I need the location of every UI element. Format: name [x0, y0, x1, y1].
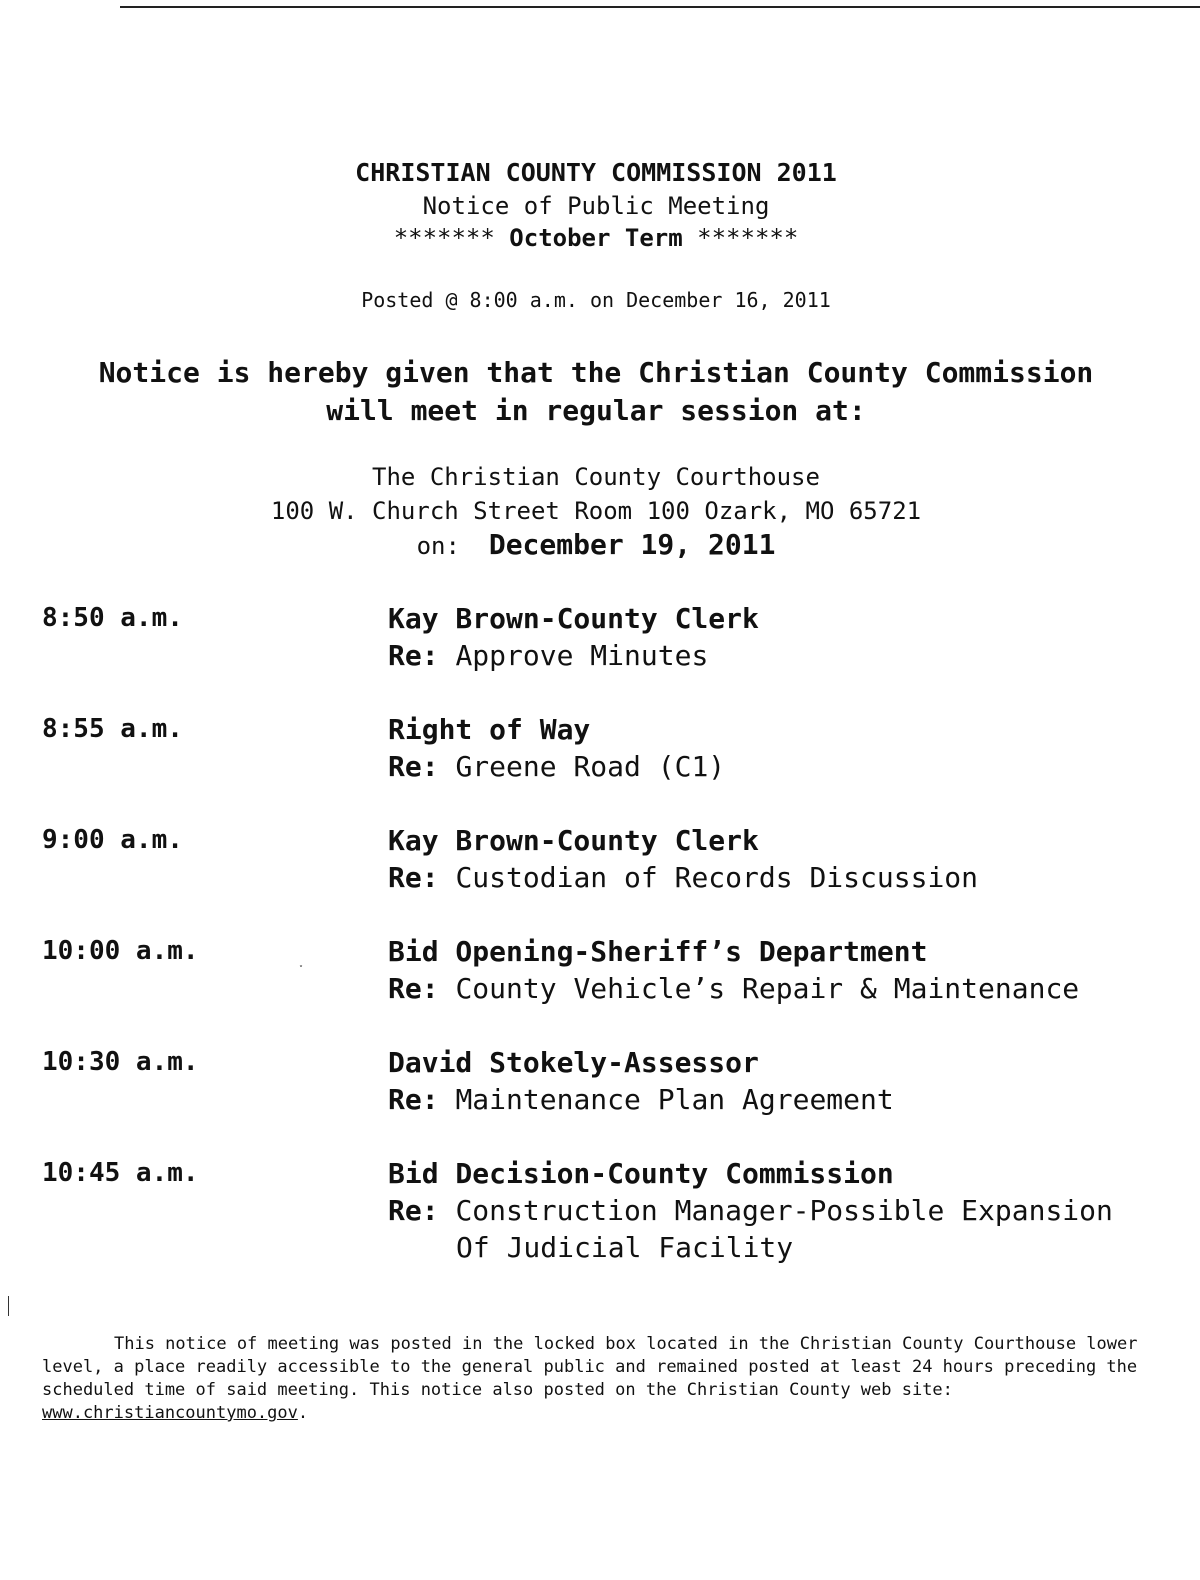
posting-statement — [42, 1333, 1142, 1425]
agenda-presenter: David Stokely-Assessor — [388, 1046, 759, 1079]
location-building: The Christian County Courthouse — [372, 463, 820, 491]
notice-line-2: will meet in regular session at: — [326, 394, 866, 427]
agenda-presenter: Bid Opening-Sheriff’s Department — [388, 935, 928, 968]
meeting-location — [0, 460, 1192, 563]
term-line — [0, 222, 1192, 254]
on-label: on: — [416, 532, 460, 560]
posted-line: Posted @ 8:00 a.m. on December 16, 2011 — [361, 288, 831, 312]
agenda-subject: Maintenance Plan Agreement — [455, 1083, 894, 1116]
agenda-time: 10:45 a.m. — [42, 1158, 199, 1188]
agenda-entry — [388, 1155, 1113, 1266]
re-label: Re: — [388, 750, 439, 783]
term-name: October Term — [509, 224, 683, 252]
term-stars-right: ******* — [697, 224, 799, 252]
top-rule — [120, 6, 1200, 8]
agenda-subject: Approve Minutes — [455, 639, 709, 672]
agenda-entry — [388, 933, 1079, 1007]
website-link[interactable]: www.christiancountymo.gov — [42, 1403, 298, 1423]
agenda-re — [388, 748, 725, 785]
agenda-re — [388, 970, 1079, 1007]
posting-statement-text: This notice of meeting was posted in the locked box located in the Christian County Courthouse lower level, a place readily accessible to the general public and remained posted at least 24 hours preceding the scheduled time of said meeting. This notice also posted on the Christian County web site: — [42, 1334, 1138, 1400]
stray-mark: ˯ — [299, 954, 307, 968]
agenda-re — [388, 859, 978, 896]
agenda-item — [42, 600, 1172, 711]
re-label: Re: — [388, 639, 439, 672]
page-subtitle: Notice of Public Meeting — [422, 192, 770, 220]
agenda-time: 8:55 a.m. — [42, 714, 183, 744]
agenda-time: 8:50 a.m. — [42, 603, 183, 633]
agenda-subject: Custodian of Records Discussion — [455, 861, 979, 894]
agenda-re — [388, 637, 759, 674]
notice-line-1: Notice is hereby given that the Christian County Commission — [98, 356, 1094, 389]
agenda-entry — [388, 600, 759, 674]
agenda-time: 10:00 a.m. — [42, 936, 199, 966]
agenda-presenter: Right of Way — [388, 713, 591, 746]
agenda-presenter: Bid Decision-County Commission — [388, 1157, 894, 1190]
notice-header — [0, 156, 1192, 254]
agenda-subject: County Vehicle’s Repair & Maintenance — [455, 972, 1080, 1005]
agenda-entry — [388, 822, 978, 896]
re-label: Re: — [388, 861, 439, 894]
agenda-list — [42, 600, 1172, 1266]
location-address: 100 W. Church Street Room 100 Ozark, MO 65721 — [270, 497, 922, 525]
re-label: Re: — [388, 1083, 439, 1116]
re-label: Re: — [388, 972, 439, 1005]
agenda-time: 10:30 a.m. — [42, 1047, 199, 1077]
margin-mark — [8, 1296, 9, 1316]
agenda-presenter: Kay Brown-County Clerk — [388, 824, 759, 857]
posting-statement-end: . — [297, 1403, 309, 1423]
agenda-subject-continued: Of Judicial Facility — [456, 1231, 794, 1264]
agenda-item — [42, 711, 1172, 822]
re-label: Re: — [388, 1194, 439, 1227]
agenda-item — [42, 933, 1172, 1044]
agenda-item — [42, 822, 1172, 933]
agenda-time: 9:00 a.m. — [42, 825, 183, 855]
agenda-re — [388, 1081, 894, 1118]
page-title: CHRISTIAN COUNTY COMMISSION 2011 — [355, 158, 837, 187]
agenda-subject: Greene Road (C1) — [455, 750, 726, 783]
agenda-subject: Construction Manager-Possible Expansion — [455, 1194, 1113, 1227]
agenda-entry — [388, 1044, 894, 1118]
agenda-presenter: Kay Brown-County Clerk — [388, 602, 759, 635]
notice-statement — [0, 354, 1192, 430]
agenda-re — [388, 1192, 1113, 1229]
agenda-item — [42, 1044, 1172, 1155]
term-stars-left: ******* — [393, 224, 495, 252]
agenda-item — [42, 1155, 1172, 1266]
meeting-date: December 19, 2011 — [488, 528, 776, 561]
meeting-date-line — [0, 528, 1192, 563]
agenda-entry — [388, 711, 725, 785]
